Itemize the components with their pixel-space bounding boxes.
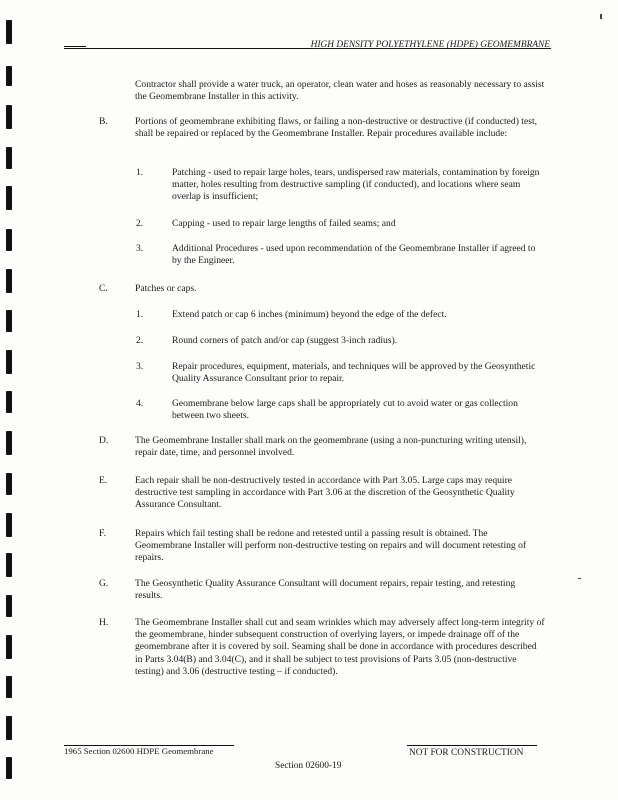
binding-hole — [6, 147, 12, 169]
binding-hole — [6, 391, 12, 413]
subitem-number: 3. — [136, 361, 144, 372]
binding-hole — [6, 553, 12, 577]
header-title: HIGH DENSITY POLYETHYLENE (HDPE) GEOMEMBRANE — [310, 40, 550, 50]
binding-hole — [6, 676, 12, 698]
item-text-d: The Geomembrane Installer shall mark on the geomembrane (using a non-puncturing writing utensil), repair date, time, and personnel involved. — [135, 435, 527, 459]
binding-hole — [6, 757, 12, 779]
item-label-e: E. — [99, 475, 108, 486]
page-number: Section 02600-19 — [275, 761, 342, 771]
binding-hole — [6, 20, 12, 44]
item-text-f: Repairs which fail testing shall be redone and retested until a passing result is obtained. The Geomembrane Installer will perform non-destructive testing on repairs and will document retesting of repairs. — [135, 528, 527, 564]
binding-hole — [6, 635, 12, 659]
item-label-d: D. — [99, 435, 109, 446]
item-label-h: H. — [99, 617, 109, 628]
subitem-number: 1. — [136, 309, 144, 320]
binding-hole — [6, 595, 12, 617]
item-text-b: Portions of geomembrane exhibiting flaws, or failing a non-destructive or destructive (if conducted) test, shall be repaired or replaced by the Geomembrane Installer. Repair procedures available include: — [135, 116, 538, 140]
binding-hole — [6, 310, 12, 332]
item-text-h: The Geomembrane Installer shall cut and seam wrinkles which may adversely affect long-term integrity of the geomembrane, hinder subsequent construction of overlying layers, or impede drainage off of the geomembrane after it is covered by soil. Seaming shall be done in accordance with procedures described in Parts 3.04(B) and 3.04(C), and it shall be subject to test provisions of Parts 3.05 (non-destructive testing) and 3.06 (destructive testing – if conducted). — [135, 617, 545, 677]
subitem-number: 1. — [136, 167, 144, 178]
subitem-text: Patching - used to repair large holes, tears, undispersed raw materials, contamination by foreign matter, holes resulting from destructive sampling (if conducted), and locations where seam overlap is insufficient; — [172, 167, 540, 203]
subitem-text: Round corners of patch and/or cap (suggest 3-inch radius). — [172, 335, 398, 346]
binding-hole — [6, 105, 12, 129]
item-text-e: Each repair shall be non-destructively tested in accordance with Part 3.05. Large caps may require destructive test sampling in accordance with Part 3.06 at the discretion of the Geosynthetic Quality Assurance Consultant. — [135, 475, 515, 511]
subitem-number: 2. — [136, 218, 144, 229]
binding-hole — [6, 473, 12, 495]
subitem-text: Geomembrane below large caps shall be appropriately cut to avoid water or gas collection between two sheets. — [172, 398, 518, 422]
binding-hole — [6, 716, 12, 740]
binding-hole — [6, 269, 12, 293]
subitem-number: 2. — [136, 335, 144, 346]
subitem-text: Capping - used to repair large lengths of failed seams; and — [172, 218, 396, 229]
intro-paragraph: Contractor shall provide a water truck, an operator, clean water and hoses as reasonably necessary to assist the Geomembrane Installer in this activity. — [135, 79, 545, 103]
item-label-b: B. — [99, 116, 108, 127]
binding-hole — [6, 350, 12, 374]
subitem-text: Extend patch or cap 6 inches (minimum) beyond the edge of the defect. — [172, 309, 447, 320]
binding-hole — [6, 186, 12, 210]
subitem-number: 4. — [136, 398, 144, 409]
footer-left-text: 1965 Section 02600 HDPE Geomembrane — [64, 746, 214, 756]
binding-hole — [6, 229, 12, 251]
item-label-g: G. — [99, 578, 109, 589]
footer-rule-right — [407, 745, 537, 746]
binding-hole — [6, 431, 12, 455]
subitem-text: Repair procedures, equipment, materials, and techniques will be approved by the Geosynthetic Quality Assurance Consultant prior to repair. — [172, 361, 536, 385]
item-text-c: Patches or caps. — [135, 283, 197, 294]
binding-hole — [6, 66, 12, 86]
subitem-text: Additional Procedures - used upon recommendation of the Geomembrane Installer if agreed to by the Engineer. — [172, 243, 536, 267]
header-rule-tick — [64, 46, 86, 47]
item-label-c: C. — [99, 283, 108, 294]
subitem-number: 3. — [136, 243, 144, 254]
item-label-f: F. — [99, 528, 106, 539]
scan-mark — [578, 578, 581, 579]
binding-hole — [6, 513, 12, 537]
scan-mark — [600, 14, 602, 19]
footer-disclaimer: NOT FOR CONSTRUCTION — [409, 748, 524, 758]
item-text-g: The Geosynthetic Quality Assurance Consultant will document repairs, repair testing, and retesting results. — [135, 578, 516, 602]
